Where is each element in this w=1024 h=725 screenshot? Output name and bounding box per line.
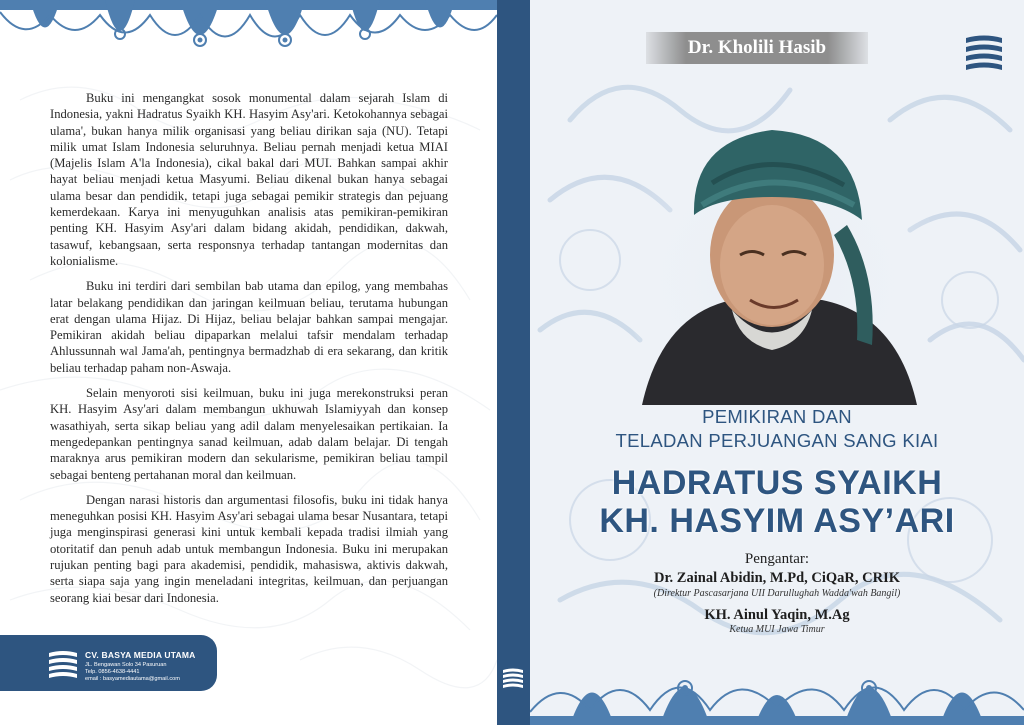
- arabesque-bottom-border: [530, 650, 1024, 725]
- blurb-paragraph-3: Selain menyoroti sisi keilmuan, buku ini juga merekonstruksi peran KH. Hasyim Asy'ari dalam membangun ukhuwah Islamiyyah dan konsep wasathiyah, serta sikap beliau yang adil dalam menyelesaikan pertikaian. Ia mengedepankan pentingnya sanad keilmuan, adab dalam belajar. Di tengah maraknya arus pemikiran modern dan sekularisme, pemikiran beliau tampil sebagai benteng pertahanan moral dan keilmuan.: [50, 386, 448, 482]
- subtitle-line-2: TELADAN PERJUANGAN SANG KIAI: [615, 430, 939, 451]
- publisher-phone: Telp. 0856-4638-4441: [85, 669, 140, 675]
- book-title-line-2: KH. HASYIM ASY’ARI: [599, 502, 955, 540]
- back-cover: [0, 0, 497, 725]
- author-name: Dr. Kholili Hasib: [687, 37, 827, 58]
- publisher-name: CV. BASYA MEDIA UTAMA: [85, 650, 196, 660]
- foreword-author-1-role: (Direktur Pascasarjana UII Darullughah Wadda'wah Bangil): [653, 588, 901, 599]
- front-book-logo-icon: [962, 30, 1006, 74]
- kiai-portrait: [622, 105, 932, 405]
- blurb-paragraph-4: Dengan narasi historis dan argumentasi filosofis, buku ini tidak hanya meneguhkan posisi KH. Hasyim Asy'ari sebagai ulama besar Nusantara, tetapi juga menginspirasi generasi kini untuk kembali kepada tradisi ilmiah yang otoritatif dan penuh adab untuk membangun Indonesia. Buku ini merupakan rujukan penting bagi para akademisi, pendidik, mahasiswa, aktivis dakwah, serta siapa saja yang ingin meneladani integritas, keilmuan, dan perjuangan seorang kiai besar dari Indonesia.: [50, 492, 448, 605]
- blurb-paragraph-1: Buku ini mengangkat sosok monumental dalam sejarah Islam di Indonesia, yakni Hadratus Syaikh KH. Hasyim Asy'ari. Ketokohannya sebagai ulama', bukan hanya milik organisasi yang beliau dirikan saja (NU). Tetapi milik umat Islam Indonesia seluruhnya. Beliau pernah menjadi ketua MIAI (Majelis Islam A'la Indonesia), cikal bakal dari MUI. Bahkan sampai akhir hayat beliau menjadi ketua Masyumi. Beliau dikenal bukan hanya sebagai ulama besar dan pendidik, tetapi juga sebagai pemikir strategis dan pejuang kemerdekaan. Karya ini menyuguhkan analisis atas pemikiran-pemikiran penting KH. Hasyim Asy'ari dalam bidang akidah, pendidikan, dakwah, tasawuf, kebangsaan, serta responsnya terhadap tantangan modernitas dan kolonialisme.: [50, 91, 448, 268]
- arabesque-top-border: [0, 0, 497, 70]
- front-cover: [530, 0, 1024, 725]
- author-banner: [646, 32, 868, 64]
- publisher-book-logo-icon: [46, 647, 80, 681]
- subtitle-line-1: PEMIKIRAN DAN: [702, 406, 852, 427]
- publisher-email: email : basyamediautama@gmail.com: [85, 676, 180, 682]
- publisher-address: JL. Bengawan Solo 34 Pasuruan: [85, 662, 167, 668]
- back-cover-blurb: [50, 90, 448, 615]
- spine-book-logo-icon: [501, 666, 525, 690]
- foreword-author-1: Dr. Zainal Abidin, M.Pd, CiQaR, CRIK: [653, 570, 900, 586]
- foreword-label: Pengantar:: [744, 551, 810, 567]
- book-spine: [497, 0, 530, 725]
- book-title-line-1: HADRATUS SYAIKH: [611, 464, 943, 502]
- foreword-author-2-role: Ketua MUI Jawa Timur: [729, 624, 825, 635]
- publisher-block: [0, 635, 217, 691]
- foreword-author-2: KH. Ainul Yaqin, M.Ag: [704, 607, 850, 623]
- blurb-paragraph-2: Buku ini terdiri dari sembilan bab utama dan epilog, yang membahas latar belakang pendidikan dan jaringan keilmuan beliau, terutama hubungan erat dengan ulama Hijaz. Di Hijaz, beliau belajar bahkan sampai mengajar. Pemikiran akidah beliau dipaparkan melalui tafsir mendalam terhadap Ahlussunnah wal Jama'ah, pentingnya bermadzhab di era sekarang, dan kritik beliau terhadap paham non-Aswaja.: [50, 279, 448, 375]
